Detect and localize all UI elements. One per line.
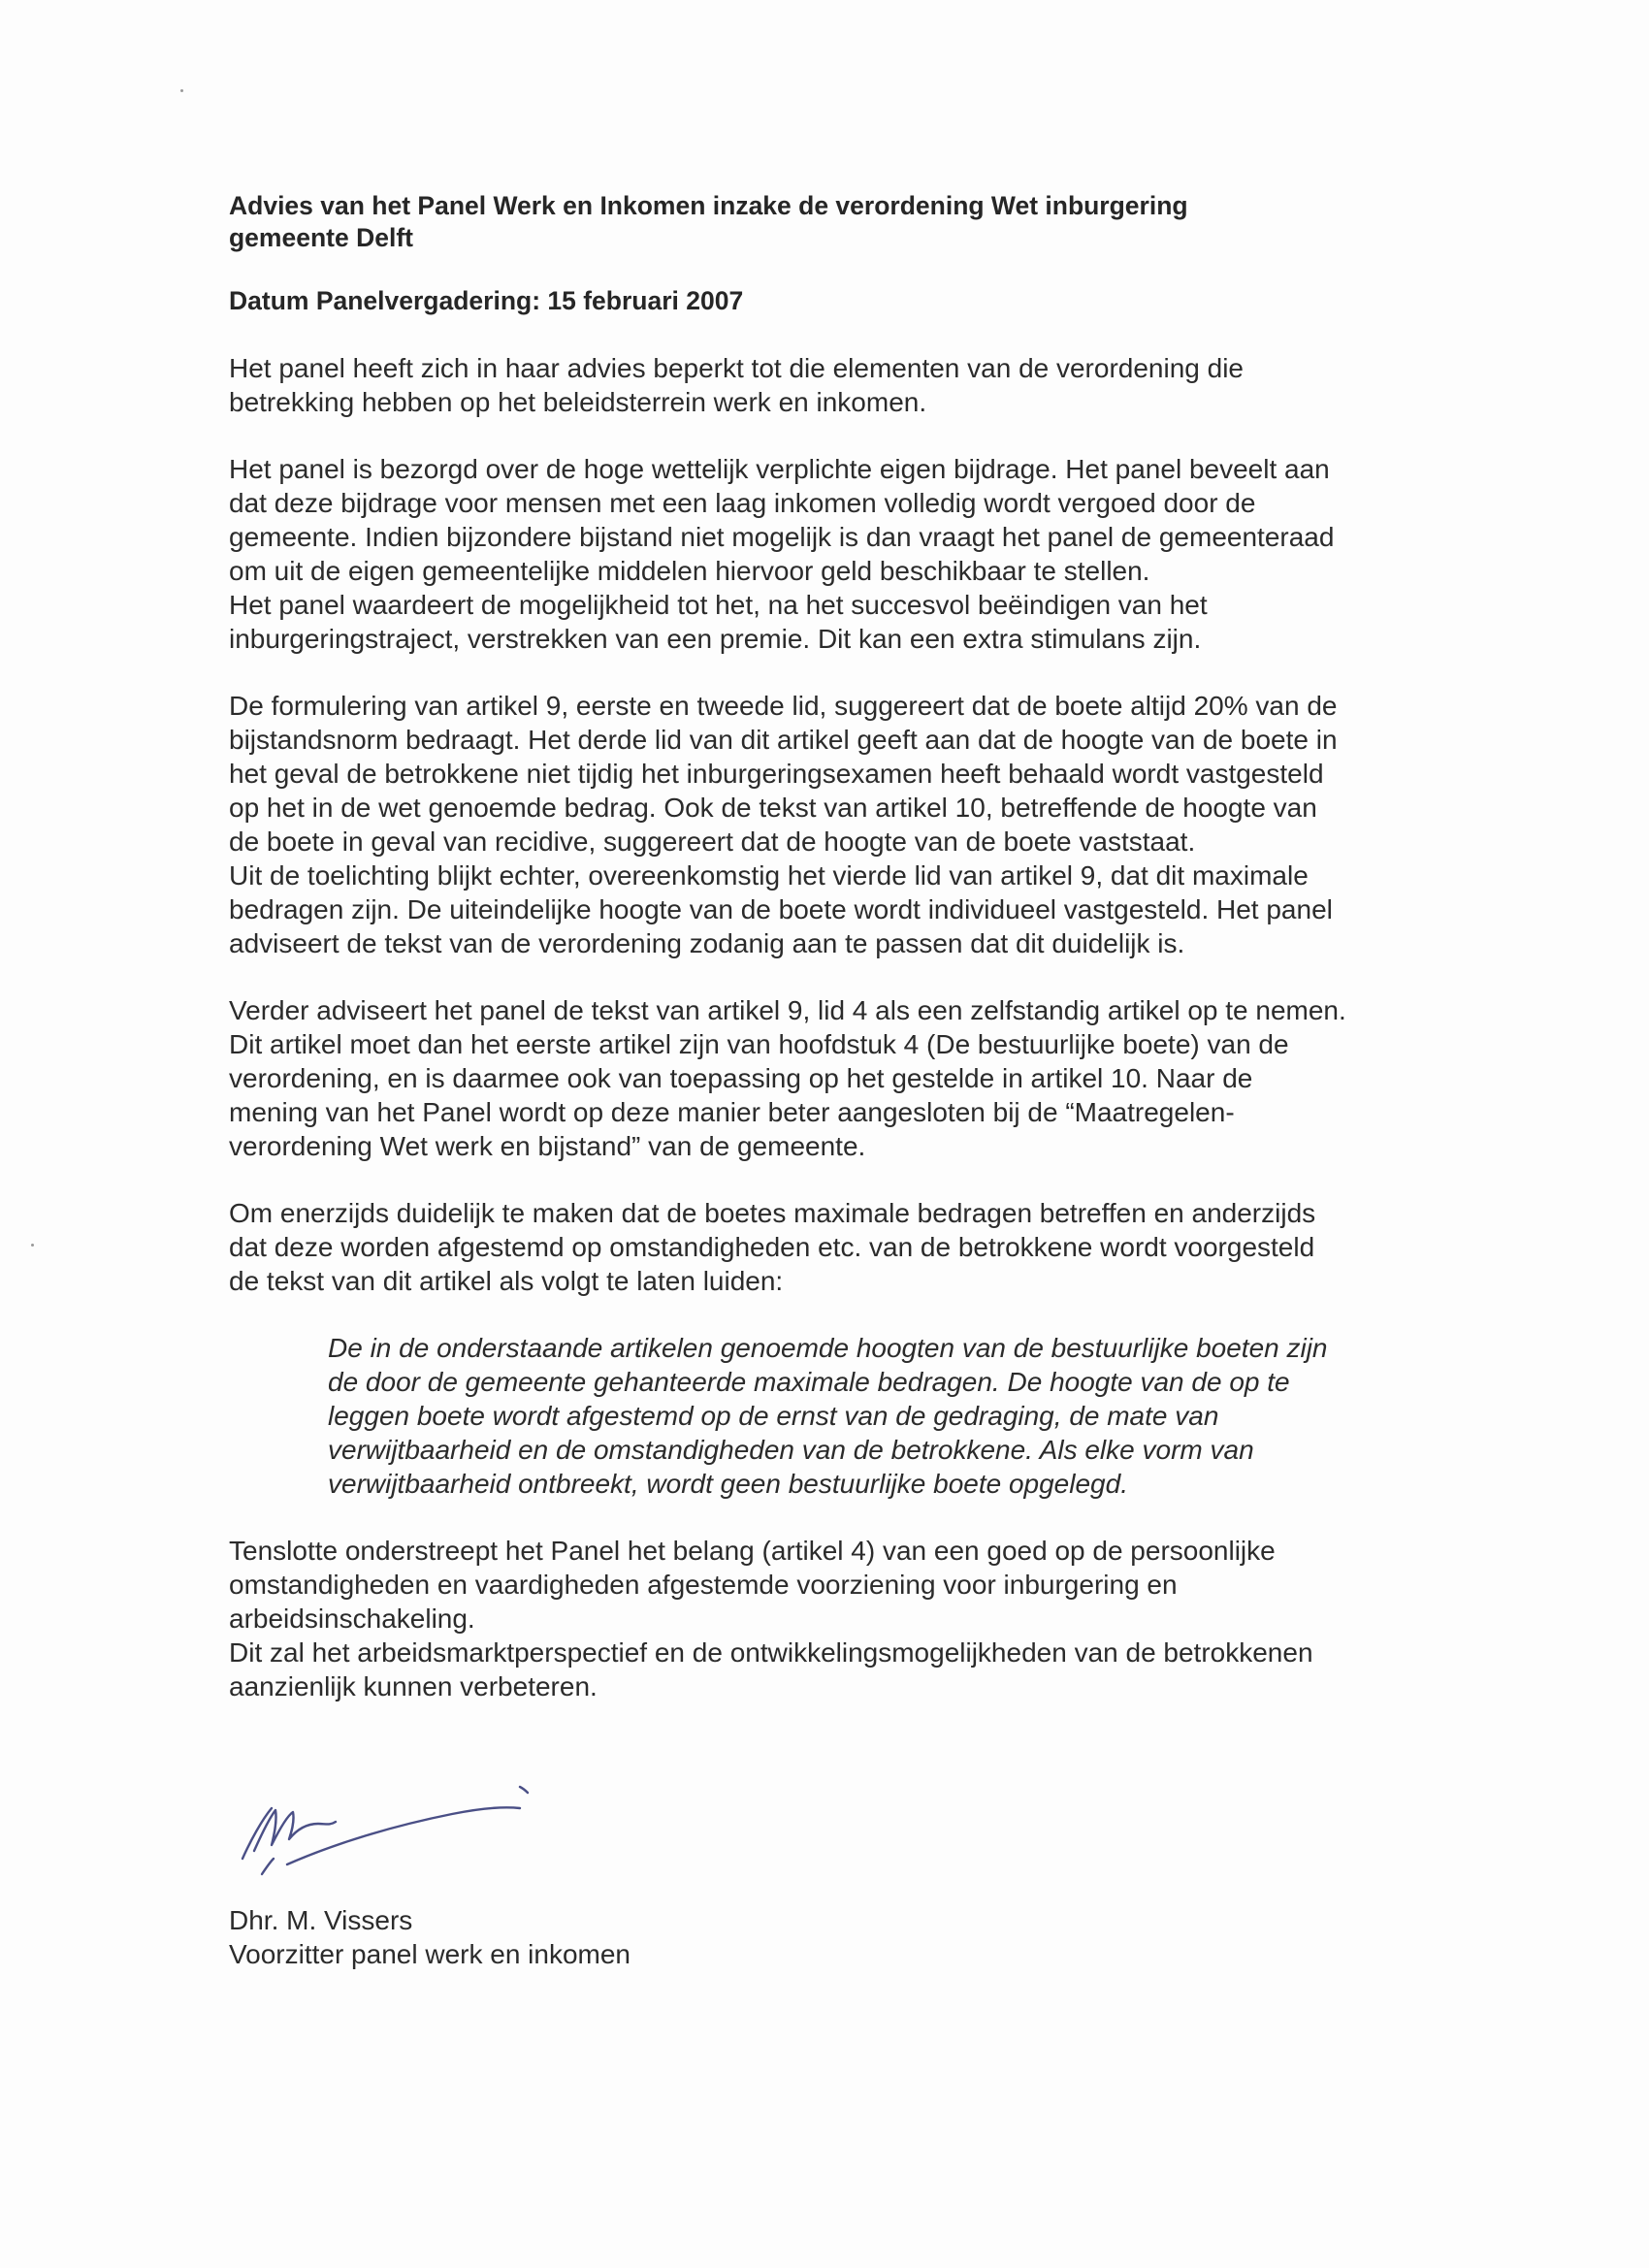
letter-body (229, 190, 1480, 1703)
quote-line: verwijtbaarheid en de omstandigheden van de betrokkene. Als elke vorm van (328, 1435, 1254, 1465)
quote-line: De in de onderstaande artikelen genoemde hoogten van de bestuurlijke boeten zijn (328, 1333, 1328, 1363)
text-line: dat deze worden afgestemd op omstandigheden etc. van de betrokkene wordt voorgesteld (229, 1232, 1315, 1262)
text-line: mening van het Panel wordt op deze manier beter aangesloten bij de “Maatregelen- (229, 1097, 1235, 1127)
text-line: Het panel is bezorgd over de hoge wettelijk verplichte eigen bijdrage. Het panel beveelt aan (229, 454, 1330, 484)
text-line: de boete in geval van recidive, suggereert dat de hoogte van de boete vaststaat. (229, 826, 1196, 857)
text-line: aanzienlijk kunnen verbeteren. (229, 1671, 598, 1701)
scan-speck (31, 1244, 34, 1247)
text-line: Uit de toelichting blijkt echter, overeenkomstig het vierde lid van artikel 9, dat dit maximale (229, 860, 1309, 891)
text-line: Om enerzijds duidelijk te maken dat de boetes maximale bedragen betreffen en anderzijds (229, 1198, 1316, 1228)
text-line: Dit zal het arbeidsmarktperspectief en de ontwikkelingsmogelijkheden van de betrokkenen (229, 1637, 1313, 1668)
quote-line: de door de gemeente gehanteerde maximale bedragen. De hoogte van de op te (328, 1367, 1290, 1397)
letter-title (229, 190, 1374, 254)
paragraph-closing (229, 1534, 1480, 1703)
quote-line: verwijtbaarheid ontbreekt, wordt geen bestuurlijke boete opgelegd. (328, 1469, 1128, 1499)
paragraph-article-9 (229, 689, 1480, 960)
text-line: verordening Wet werk en bijstand” van de gemeente. (229, 1131, 866, 1161)
text-line: De formulering van artikel 9, eerste en tweede lid, suggereert dat de boete altijd 20% van de (229, 691, 1338, 721)
text-line: inburgeringstraject, verstrekken van een premie. Dit kan een extra stimulans zijn. (229, 624, 1202, 654)
quote-line: leggen boete wordt afgestemd op de ernst van de gedraging, de mate van (328, 1401, 1219, 1431)
text-line: Dit artikel moet dan het eerste artikel zijn van hoofdstuk 4 (De bestuurlijke boete) van de (229, 1029, 1289, 1059)
handwritten-signature (229, 1766, 539, 1892)
text-line: betrekking hebben op het beleidsterrein werk en inkomen. (229, 387, 927, 417)
text-line: bedragen zijn. De uiteindelijke hoogte van de boete wordt individueel vastgesteld. Het panel (229, 894, 1333, 924)
text-line: Het panel heeft zich in haar advies beperkt tot die elementen van de verordening die (229, 353, 1245, 383)
text-line: op het in de wet genoemde bedrag. Ook de tekst van artikel 10, betreffende de hoogte van (229, 793, 1317, 823)
text-line: Verder adviseert het panel de tekst van artikel 9, lid 4 als een zelfstandig artikel op te nemen. (229, 995, 1346, 1025)
title-line: gemeente Delft (229, 223, 413, 252)
paragraph-scope (229, 351, 1480, 419)
paragraph-proposal (229, 1196, 1480, 1298)
text-line: om uit de eigen gemeentelijke middelen hiervoor geld beschikbaar te stellen. (229, 556, 1150, 586)
text-line: gemeente. Indien bijzondere bijstand niet mogelijk is dan vraagt het panel de gemeenteraad (229, 522, 1335, 552)
signer-name: Dhr. M. Vissers (229, 1905, 413, 1935)
signature-block (229, 1766, 908, 1971)
paragraph-contribution (229, 452, 1480, 656)
text-line: omstandigheden en vaardigheden afgestemde voorziening voor inburgering en (229, 1570, 1178, 1600)
scan-speck (180, 89, 183, 92)
text-line: dat deze bijdrage voor mensen met een laag inkomen volledig wordt vergoed door de (229, 488, 1256, 518)
title-line: Advies van het Panel Werk en Inkomen inzake de verordening Wet inburgering (229, 191, 1188, 220)
text-line: het geval de betrokkene niet tijdig het inburgeringsexamen heeft behaald wordt vastgesteld (229, 759, 1324, 789)
signer-role: Voorzitter panel werk en inkomen (229, 1939, 630, 1969)
text-line: Het panel waardeert de mogelijkheid tot het, na het succesvol beëindigen van het (229, 590, 1208, 620)
proposed-article-quote (328, 1331, 1480, 1501)
meeting-date: Datum Panelvergadering: 15 februari 2007 (229, 286, 744, 315)
text-line: de tekst van dit artikel als volgt te laten luiden: (229, 1266, 784, 1296)
text-line: arbeidsinschakeling. (229, 1604, 475, 1634)
text-line: Tenslotte onderstreept het Panel het belang (artikel 4) van een goed op de persoonlijke (229, 1536, 1276, 1566)
paragraph-separate-article (229, 993, 1480, 1163)
text-line: verordening, en is daarmee ook van toepassing op het gestelde in artikel 10. Naar de (229, 1063, 1253, 1093)
text-line: bijstandsnorm bedraagt. Het derde lid van dit artikel geeft aan dat de hoogte van de boete in (229, 725, 1338, 755)
text-line: adviseert de tekst van de verordening zodanig aan te passen dat dit duidelijk is. (229, 928, 1185, 958)
